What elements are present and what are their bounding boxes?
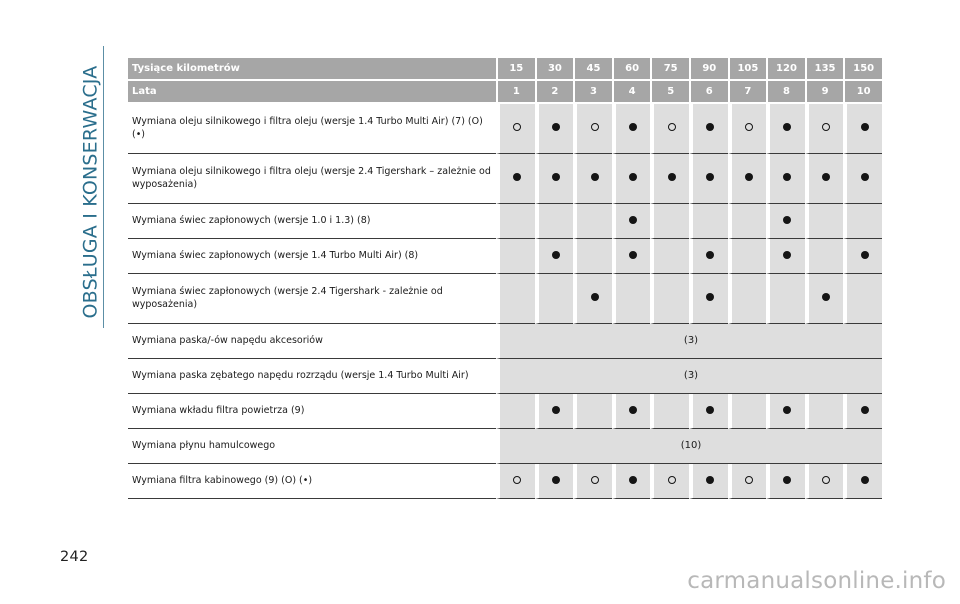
filled-dot-icon [861,406,869,414]
page-number: 242 [60,549,89,565]
schedule-cell [535,394,574,429]
hollow-circle-icon [668,476,676,484]
schedule-cell [728,394,767,429]
hollow-circle-icon [745,123,753,131]
row-label: Wymiana świec zapłonowych (wersje 1.4 Turbo Multi Air) (8) [128,239,496,274]
filled-dot-icon [706,406,714,414]
table-row [128,359,882,394]
schedule-cell [496,274,535,324]
table-row [128,464,882,499]
header-year-3: 4 [612,81,651,104]
row-note: (3) [496,359,882,394]
hollow-circle-icon [591,123,599,131]
schedule-cell [650,104,689,154]
schedule-cell [843,239,882,274]
filled-dot-icon [783,251,791,259]
filled-dot-icon [861,251,869,259]
filled-dot-icon [552,406,560,414]
filled-dot-icon [629,173,637,181]
section-title-text: OBSŁUGA I KONSERWACJA [79,65,101,319]
header-year-5: 6 [689,81,728,104]
schedule-cell [843,274,882,324]
filled-dot-icon [783,123,791,131]
header-km-1: 30 [535,58,574,81]
schedule-cell [496,394,535,429]
filled-dot-icon [706,123,714,131]
filled-dot-icon [861,123,869,131]
filled-dot-icon [629,251,637,259]
schedule-cell [728,204,767,239]
header-km-5: 90 [689,58,728,81]
header-year-4: 5 [650,81,689,104]
header-km-0: 15 [496,58,535,81]
hollow-circle-icon [513,123,521,131]
schedule-cell [535,104,574,154]
row-note: (10) [496,429,882,464]
filled-dot-icon [552,476,560,484]
header-km-3: 60 [612,58,651,81]
schedule-cell [805,204,844,239]
schedule-cell [689,239,728,274]
schedule-cell [805,464,844,499]
header-year-2: 3 [573,81,612,104]
schedule-cell [496,464,535,499]
schedule-cell [728,104,767,154]
filled-dot-icon [552,173,560,181]
schedule-cell [728,154,767,204]
table-row [128,324,882,359]
row-label: Wymiana paska zębatego napędu rozrządu (wersje 1.4 Turbo Multi Air) [128,359,496,394]
schedule-cell [689,464,728,499]
row-label: Wymiana świec zapłonowych (wersje 2.4 Tigershark - zależnie od wyposażenia) [128,274,496,324]
schedule-cell [689,104,728,154]
schedule-cell [612,154,651,204]
schedule-cell [573,204,612,239]
schedule-cell [650,154,689,204]
row-label: Wymiana płynu hamulcowego [128,429,496,464]
schedule-cell [843,394,882,429]
row-label: Wymiana wkładu filtra powietrza (9) [128,394,496,429]
filled-dot-icon [706,251,714,259]
schedule-cell [612,104,651,154]
schedule-cell [535,239,574,274]
filled-dot-icon [668,173,676,181]
filled-dot-icon [591,173,599,181]
schedule-cell [728,274,767,324]
schedule-cell [689,154,728,204]
header-km-7: 120 [766,58,805,81]
schedule-cell [843,204,882,239]
schedule-cell [766,464,805,499]
hollow-circle-icon [822,476,830,484]
filled-dot-icon [706,476,714,484]
schedule-cell [573,464,612,499]
header-year-6: 7 [728,81,767,104]
filled-dot-icon [706,293,714,301]
schedule-cell [843,154,882,204]
schedule-cell [805,239,844,274]
filled-dot-icon [861,476,869,484]
schedule-cell [843,464,882,499]
header-km-4: 75 [650,58,689,81]
filled-dot-icon [552,123,560,131]
filled-dot-icon [629,123,637,131]
schedule-cell [612,464,651,499]
filled-dot-icon [822,173,830,181]
header-years-label: Lata [128,81,496,104]
header-km-8: 135 [805,58,844,81]
schedule-cell [535,204,574,239]
schedule-cell [573,394,612,429]
filled-dot-icon [861,173,869,181]
filled-dot-icon [822,293,830,301]
table-row [128,429,882,464]
hollow-circle-icon [513,476,521,484]
filled-dot-icon [513,173,521,181]
header-row-years [128,81,882,104]
maintenance-schedule-table [128,58,882,499]
schedule-cell [805,104,844,154]
schedule-cell [612,239,651,274]
schedule-cell [689,274,728,324]
filled-dot-icon [629,216,637,224]
schedule-cell [612,394,651,429]
schedule-cell [650,464,689,499]
header-row-km [128,58,882,81]
schedule-cell [612,274,651,324]
row-label: Wymiana oleju silnikowego i filtra oleju (wersje 1.4 Turbo Multi Air) (7) (O) (•) [128,104,496,154]
schedule-cell [766,104,805,154]
row-label: Wymiana świec zapłonowych (wersje 1.0 i 1.3) (8) [128,204,496,239]
schedule-cell [689,394,728,429]
hollow-circle-icon [822,123,830,131]
schedule-cell [766,239,805,274]
schedule-cell [496,239,535,274]
row-label: Wymiana oleju silnikowego i filtra oleju (wersje 2.4 Tigershark – zależnie od wyposażenia) [128,154,496,204]
schedule-cell [728,464,767,499]
schedule-cell [843,104,882,154]
schedule-cell [805,274,844,324]
table-row [128,104,882,154]
table-row [128,394,882,429]
watermark: carmanualsonline.info [687,568,946,594]
header-km-2: 45 [573,58,612,81]
schedule-cell [650,394,689,429]
table-row [128,204,882,239]
filled-dot-icon [629,406,637,414]
header-year-1: 2 [535,81,574,104]
schedule-cell [573,239,612,274]
filled-dot-icon [783,216,791,224]
schedule-cell [728,239,767,274]
schedule-cell [535,274,574,324]
filled-dot-icon [783,406,791,414]
table-row [128,154,882,204]
schedule-cell [535,464,574,499]
schedule-cell [573,154,612,204]
header-year-8: 9 [805,81,844,104]
table-row [128,274,882,324]
filled-dot-icon [745,173,753,181]
header-km-9: 150 [843,58,882,81]
filled-dot-icon [591,293,599,301]
schedule-cell [496,104,535,154]
row-label: Wymiana filtra kabinowego (9) (O) (•) [128,464,496,499]
schedule-cell [650,204,689,239]
header-km-label: Tysiące kilometrów [128,58,496,81]
filled-dot-icon [783,173,791,181]
schedule-cell [766,204,805,239]
hollow-circle-icon [591,476,599,484]
schedule-cell [766,154,805,204]
section-title-vertical [77,58,103,326]
row-note: (3) [496,324,882,359]
schedule-cell [805,154,844,204]
schedule-cell [573,274,612,324]
schedule-cell [535,154,574,204]
hollow-circle-icon [668,123,676,131]
header-year-9: 10 [843,81,882,104]
filled-dot-icon [706,173,714,181]
filled-dot-icon [629,476,637,484]
hollow-circle-icon [745,476,753,484]
row-label: Wymiana paska/-ów napędu akcesoriów [128,324,496,359]
header-year-7: 8 [766,81,805,104]
schedule-cell [496,154,535,204]
schedule-cell [650,274,689,324]
schedule-cell [650,239,689,274]
schedule-cell [612,204,651,239]
filled-dot-icon [552,251,560,259]
schedule-cell [496,204,535,239]
table-row [128,239,882,274]
schedule-cell [766,274,805,324]
section-divider [103,46,104,328]
schedule-cell [805,394,844,429]
header-km-6: 105 [728,58,767,81]
schedule-cell [689,204,728,239]
schedule-cell [573,104,612,154]
header-year-0: 1 [496,81,535,104]
filled-dot-icon [783,476,791,484]
schedule-cell [766,394,805,429]
